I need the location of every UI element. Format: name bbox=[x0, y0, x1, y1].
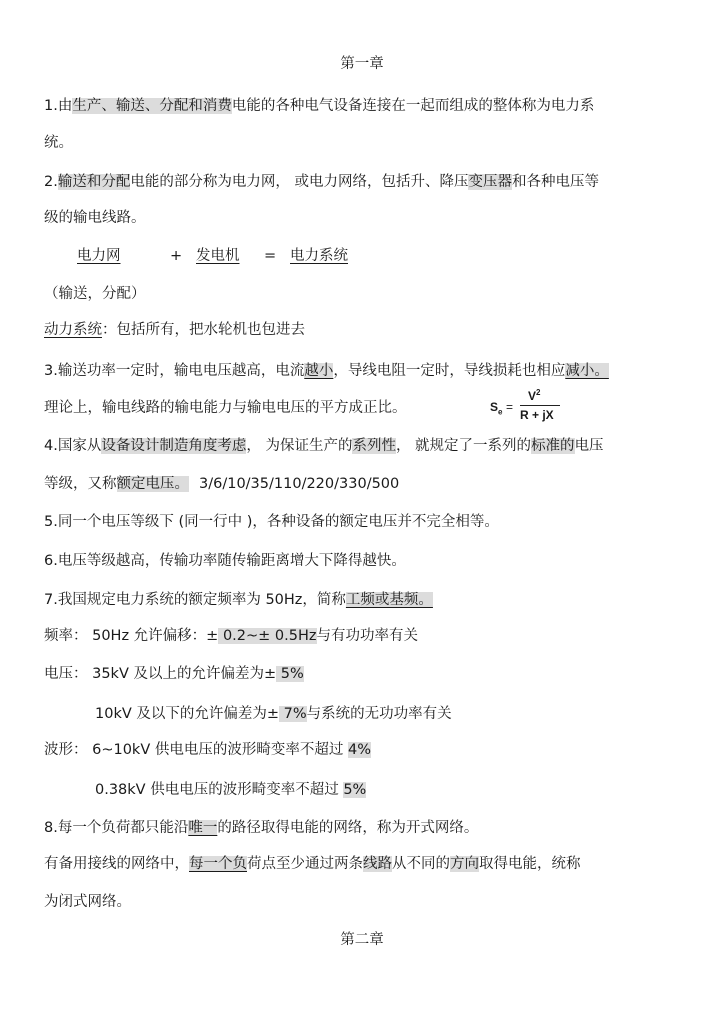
paragraph-8 bbox=[44, 818, 478, 838]
highlight: 4% bbox=[347, 742, 371, 758]
voltage-levels: 3/6/10/35/110/220/330/500 bbox=[199, 476, 400, 492]
paragraph-8-end: 为闭式网络。 bbox=[44, 894, 131, 910]
highlight: 生产、输送、分配和消费 bbox=[72, 98, 232, 114]
text: 有备用接线的网络中， bbox=[44, 856, 189, 872]
highlight: 工频或基频。 bbox=[345, 592, 433, 608]
paragraph-4-cont bbox=[44, 474, 399, 494]
text: ：包括所有，把水轮机也包进去 bbox=[102, 322, 305, 338]
text: 波形： 6~10kV 供电电压的波形畸变率不超过 bbox=[44, 742, 348, 758]
paragraph-8-cont bbox=[44, 854, 581, 874]
highlight: 减小。 bbox=[565, 363, 609, 379]
text: 频率： 50Hz 允许偏移：± bbox=[44, 628, 219, 644]
highlight: 输送和分配 bbox=[57, 174, 131, 190]
text: 电能的各种电气设备连接在一起而组成的整体称为电力系 bbox=[231, 98, 595, 114]
paragraph-1 bbox=[44, 96, 594, 116]
highlight: 唯一 bbox=[188, 820, 218, 836]
text: 电压： 35kV 及以上的允许偏差为± bbox=[44, 666, 277, 682]
capacity-formula bbox=[490, 388, 570, 428]
paragraph-6: 6.电压等级越高，传输功率随传输距离增大下降得越快。 bbox=[44, 553, 406, 569]
highlight: 0.2~± 0.5Hz bbox=[218, 628, 317, 644]
highlight: 5% bbox=[276, 666, 304, 682]
formula-numerator: $V^2$ bbox=[528, 388, 541, 403]
text: 与有功功率有关 bbox=[316, 628, 418, 644]
voltage-line-2 bbox=[95, 704, 452, 724]
paragraph-4 bbox=[44, 436, 604, 456]
voltage-line-1 bbox=[44, 664, 304, 684]
fraction-bar bbox=[520, 405, 560, 406]
text: 电压 bbox=[574, 438, 604, 454]
highlight: 每一个负 bbox=[189, 856, 247, 872]
eq-plus: + bbox=[170, 248, 183, 264]
paragraph-3 bbox=[44, 361, 609, 381]
eq-power-system: 电力系统 bbox=[290, 248, 348, 264]
text: 4.国家从 bbox=[44, 438, 102, 454]
eq-power-network: 电力网 bbox=[77, 248, 121, 264]
waveform-line-2 bbox=[95, 780, 366, 800]
highlight: 越小 bbox=[304, 363, 334, 379]
paragraph-3-cont: 理论上，输电线路的输电能力与输电电压的平方成正比。 bbox=[44, 400, 407, 416]
highlight: 变压器 bbox=[468, 174, 512, 190]
frequency-line bbox=[44, 626, 418, 646]
highlight: 线路 bbox=[363, 856, 392, 872]
paragraph-1-cont: 统。 bbox=[44, 135, 73, 151]
text: 0.38kV 供电电压的波形畸变率不超过 bbox=[95, 782, 344, 798]
text: ， 为保证生产的 bbox=[246, 438, 353, 454]
text: 10kV 及以下的允许偏差为± bbox=[95, 706, 280, 722]
note: （输送，分配） bbox=[44, 286, 146, 302]
formula-s: $S_e$ bbox=[490, 400, 503, 417]
chapter-1-heading: 第一章 bbox=[340, 56, 384, 72]
eq-generator: 发电机 bbox=[196, 248, 240, 264]
highlight: 额定电压。 bbox=[116, 476, 189, 492]
text: 和各种电压等 bbox=[511, 174, 599, 190]
highlight: 5% bbox=[343, 782, 367, 798]
paragraph-2-cont: 级的输电线路。 bbox=[44, 210, 146, 226]
highlight: 7% bbox=[279, 706, 307, 722]
text: 8.每一个负荷都只能沿 bbox=[44, 820, 189, 836]
eq-equals: = bbox=[264, 248, 277, 264]
underlined-term: 动力系统 bbox=[44, 322, 102, 338]
paragraph-5: 5.同一个电压等级下 (同一行中 )，各种设备的额定电压并不完全相等。 bbox=[44, 514, 499, 530]
highlight: 方向 bbox=[450, 856, 479, 872]
formula-eq: = bbox=[506, 400, 514, 414]
text: ，导线电阻一定时，导线损耗也相应 bbox=[333, 363, 566, 379]
text: 取得电能，统称 bbox=[479, 856, 581, 872]
text: 电能的部分称为电力网， 或电力网络，包括升、降压 bbox=[130, 174, 469, 190]
text: 荷点至少通过两条 bbox=[247, 856, 363, 872]
text: 3.输送功率一定时，输电电压越高，电流 bbox=[44, 363, 305, 379]
text: 的路径取得电能的网络，称为开式网络。 bbox=[217, 820, 479, 836]
highlight: 设备设计制造角度考虑 bbox=[101, 438, 247, 454]
paragraph-7 bbox=[44, 590, 433, 610]
waveform-line-1 bbox=[44, 740, 371, 760]
text: 等级，又称 bbox=[44, 476, 117, 492]
text: 与系统的无功功率有关 bbox=[306, 706, 452, 722]
dynamic-system bbox=[44, 320, 305, 340]
paragraph-2 bbox=[44, 172, 599, 192]
chapter-2-heading: 第二章 bbox=[340, 932, 384, 948]
text: 7.我国规定电力系统的额定频率为 50Hz，简称 bbox=[44, 592, 346, 608]
highlight: 系列性 bbox=[352, 438, 396, 454]
text: 1.由 bbox=[44, 98, 73, 114]
text: 从不同的 bbox=[392, 856, 450, 872]
formula-denominator: R + jX bbox=[520, 408, 554, 422]
text: ， 就规定了一系列的 bbox=[395, 438, 532, 454]
highlight: 标准的 bbox=[531, 438, 575, 454]
text: 2. bbox=[44, 174, 58, 190]
